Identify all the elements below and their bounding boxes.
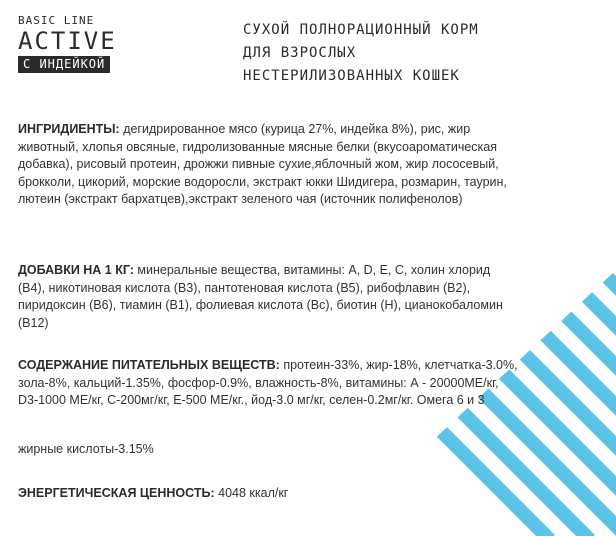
fatty-acids-line: жирные кислоты-3.15% bbox=[18, 442, 154, 456]
nutrients-label: СОДЕРЖАНИЕ ПИТАТЕЛЬНЫХ ВЕЩЕСТВ: bbox=[18, 358, 280, 372]
brand-line: BASIC LINE bbox=[18, 14, 95, 27]
energy-text: 4048 ккал/кг bbox=[214, 486, 289, 500]
product-title-line-3: НЕСТЕРИЛИЗОВАННЫХ КОШЕК bbox=[243, 68, 460, 84]
product-title-line-2: ДЛЯ ВЗРОСЛЫХ bbox=[243, 45, 357, 61]
ingredients-text: дегидрированное мясо (курица 27%, индейка 8%), рис, жир животный, хлопья овсяные, гидролизованные мясные белки (вкусоароматическая добавка), рисовый протеин, дрожжи пивные сухие,яблочный жом, жир лососевый, брокколи, цикорий, морские водоросли, экстракт юкки Шидигера, розмарин, таурин, лютеин (экстракт бархатцев),экстракт зеленого чая (источник полифенолов) bbox=[18, 122, 507, 206]
product-title-line-1: СУХОЙ ПОЛНОРАЦИОННЫЙ КОРМ bbox=[243, 22, 479, 38]
additives-paragraph bbox=[18, 262, 518, 332]
nutrients-paragraph bbox=[18, 357, 518, 410]
brand-name: ACTIVE bbox=[18, 27, 117, 55]
energy-paragraph bbox=[18, 485, 518, 503]
ingredients-label: ИНГРИДИЕНТЫ: bbox=[18, 122, 120, 136]
brand-block bbox=[18, 14, 117, 73]
product-title bbox=[243, 19, 603, 88]
nutrients-text: протеин-33%, жир-18%, клетчатка-3.0%, зола-8%, кальций-1.35%, фосфор-0.9%, влажность-8%, витамины: А - 20000МЕ/кг, D3-1000 МЕ/кг, С-200мг/кг, Е-500 МЕ/кг., йод-3.0 мг/кг, селен-0.2мг/кг. Омега 6 и 3 bbox=[18, 358, 518, 407]
flavor-badge: С ИНДЕЙКОЙ bbox=[18, 56, 110, 73]
additives-text: минеральные вещества, витамины: А, D, Е, С, холин хлорид (В4), никотиновая кислота (В3), пантотеновая кислота (В5), рибофлавин (В2), пиридоксин (В6), тиамин (В1), фолиевая кислота (Вс), биотин (Н), цианокобаломин (В12) bbox=[18, 263, 503, 330]
energy-label: ЭНЕРГЕТИЧЕСКАЯ ЦЕННОСТЬ: bbox=[18, 486, 215, 500]
ingredients-paragraph bbox=[18, 121, 518, 209]
additives-label: ДОБАВКИ НА 1 КГ: bbox=[18, 263, 134, 277]
